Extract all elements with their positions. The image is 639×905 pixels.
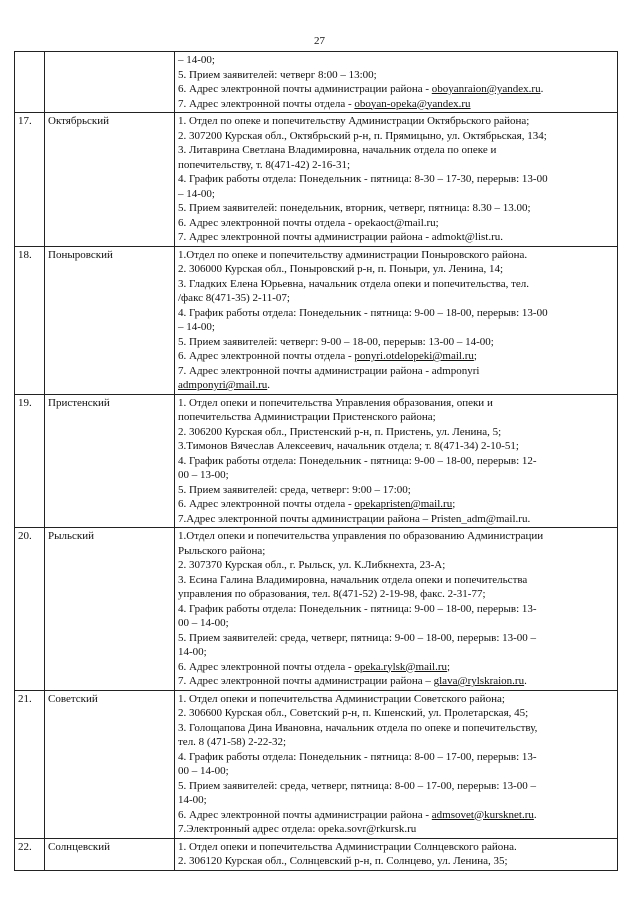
detail-line: [178, 97, 614, 112]
department-details: [175, 690, 618, 838]
detail-text: 7.Электронный адрес отдела: opeka.sovr@rkursk.ru: [178, 823, 417, 835]
detail-line: [178, 512, 614, 527]
table-row: [15, 838, 618, 870]
detail-punctuation: .: [533, 808, 537, 821]
district-name: Поныровский: [45, 246, 175, 394]
detail-line: [178, 706, 614, 721]
detail-line: [178, 674, 614, 689]
detail-line: [178, 364, 614, 379]
row-number: 19.: [15, 394, 45, 528]
detail-text: 14-00;: [178, 646, 207, 658]
detail-line: [178, 454, 614, 469]
table-body: [15, 52, 618, 871]
detail-text: 3. Голощапова Дина Ивановна, начальник отдела по опеке и попечительству,: [178, 721, 538, 734]
detail-line: [178, 587, 614, 602]
detail-punctuation: ;: [473, 350, 477, 362]
detail-line: [178, 349, 614, 364]
detail-text: 3. Есина Галина Владимировна, начальник отдела опеки и попечительства: [178, 573, 528, 586]
row-number: [15, 52, 45, 113]
detail-line: [178, 129, 614, 144]
detail-line: [178, 529, 614, 544]
detail-line: [178, 468, 614, 483]
detail-text: 4. График работы отдела: Понедельник - пятница: 8-00 – 17-00, перерыв: 13-: [178, 750, 537, 763]
detail-text: 1.Отдел опеки и попечительства управления по образованию Администрации: [178, 530, 544, 542]
detail-line: [178, 158, 614, 173]
department-details: [175, 52, 618, 113]
detail-text: 00 – 14-00;: [178, 765, 229, 777]
detail-line: [178, 645, 614, 660]
detail-line: [178, 230, 614, 245]
detail-text: – 14-00;: [178, 187, 215, 200]
detail-line: [178, 201, 614, 216]
detail-line: [178, 410, 614, 425]
detail-text: 2. 306120 Курская обл., Солнцевский р-н, п. Солнцево, ул. Ленина, 35;: [178, 855, 508, 867]
detail-text: 5. Прием заявителей: четверг: 9-00 – 18-00, перерыв: 13-00 – 14-00;: [178, 335, 494, 348]
detail-text: 2. 306200 Курская обл., Пристенский р-н, п. Пристень, ул. Ленина, 5;: [178, 425, 502, 438]
detail-text: 3. Литаврина Светлана Владимировна, начальник отдела по опеке и: [178, 144, 497, 156]
detail-text: 7. Адрес электронной почты отдела -: [178, 97, 355, 110]
district-name: Октябрьский: [45, 113, 175, 247]
district-name: Солнцевский: [45, 838, 175, 870]
detail-text: – 14-00;: [178, 321, 215, 333]
detail-line: [178, 82, 614, 97]
detail-line: [178, 483, 614, 498]
email-link[interactable]: oboyanraion@yandex.ru: [431, 83, 541, 95]
detail-text: 1. Отдел опеки и попечительства Администрации Советского района;: [178, 692, 505, 705]
detail-line: [178, 631, 614, 646]
detail-text: 1.Отдел по опеке и попечительству администрации Поныровского района.: [178, 248, 528, 261]
detail-text: 3. Гладких Елена Юрьевна, начальник отдела опеки и попечительства, тел.: [178, 277, 530, 290]
detail-line: [178, 439, 614, 454]
detail-text: 1. Отдел опеки и попечительства Управления образования, опеки и: [178, 396, 493, 409]
detail-line: [178, 291, 614, 306]
detail-line: [178, 558, 614, 573]
row-number: 17.: [15, 113, 45, 247]
detail-text: 2. 307200 Курская обл., Октябрьский р-н, п. Прямицыно, ул. Октябрьская, 134;: [178, 129, 547, 142]
detail-line: [178, 692, 614, 707]
detail-text: 1. Отдел опеки и попечительства Администрации Солнцевского района.: [178, 840, 517, 853]
detail-line: [178, 187, 614, 202]
detail-line: [178, 320, 614, 335]
detail-text: 6. Адрес электронной почты отдела -: [178, 498, 355, 510]
detail-text: 6. Адрес электронной почты отдела -: [178, 660, 355, 673]
detail-text: 3.Тимонов Вячеслав Алексеевич, начальник отдела; т. 8(471-34) 2-10-51;: [178, 440, 519, 452]
email-link[interactable]: admsovet@kursknet.ru: [431, 808, 534, 821]
detail-text: 4. График работы отдела: Понедельник - пятница: 9-00 – 18-00, перерыв: 12-: [178, 454, 537, 467]
table-row: [15, 113, 618, 247]
guardianship-departments-table: [14, 51, 618, 871]
detail-line: [178, 660, 614, 675]
detail-punctuation: .: [267, 379, 271, 391]
detail-text: управления по образования, тел. 8(471-52) 2-19-98, факс. 2-31-77;: [178, 588, 486, 600]
detail-text: 4. График работы отдела: Понедельник - пятница: 9-00 – 18-00, перерыв: 13-00: [178, 306, 548, 319]
detail-line: [178, 721, 614, 736]
table-row: [15, 52, 618, 113]
detail-text: /факс 8(471-35) 2-11-07;: [178, 292, 290, 304]
detail-line: [178, 335, 614, 350]
page-number: 27: [314, 35, 325, 47]
detail-line: [178, 544, 614, 559]
email-link[interactable]: oboyan-opeka@yandex.ru: [354, 97, 471, 110]
district-name: Советский: [45, 690, 175, 838]
department-details: [175, 113, 618, 247]
row-number: 21.: [15, 690, 45, 838]
detail-text: 7. Адрес электронной почты администрации района - admokt@list.ru.: [178, 231, 504, 243]
detail-line: [178, 396, 614, 411]
detail-text: 1. Отдел по опеке и попечительству Администрации Октябрьского района;: [178, 115, 530, 127]
detail-punctuation: .: [524, 675, 527, 687]
department-details: [175, 838, 618, 870]
detail-line: [178, 378, 614, 393]
detail-line: [178, 53, 614, 68]
detail-text: 2. 307370 Курская обл., г. Рыльск, ул. К.Либкнехта, 23-А;: [178, 559, 446, 571]
detail-text: тел. 8 (471-58) 2-22-32;: [178, 736, 287, 748]
detail-line: [178, 854, 614, 869]
email-link[interactable]: ponyri.otdelopeki@mail.ru: [354, 350, 474, 362]
detail-line: [178, 248, 614, 263]
detail-line: [178, 840, 614, 855]
detail-text: 7.Адрес электронной почты администрации района – Pristen_adm@mail.ru.: [178, 512, 531, 525]
detail-text: 00 – 13-00;: [178, 469, 229, 481]
detail-text: 2. 306000 Курская обл., Поныровский р-н, п. Поныри, ул. Ленина, 14;: [178, 263, 504, 275]
detail-line: [178, 573, 614, 588]
detail-text: 2. 306600 Курская обл., Советский р-н, п. Кшенский, ул. Пролетарская, 45;: [178, 707, 529, 719]
detail-text: 14-00;: [178, 794, 207, 806]
detail-text: 6. Адрес электронной почты администрации района -: [178, 808, 432, 821]
detail-line: [178, 764, 614, 779]
email-link[interactable]: opeka.rylsk@mail.ru: [354, 660, 447, 673]
detail-line: [178, 306, 614, 321]
detail-text: 7. Адрес электронной почты администрации района –: [178, 675, 434, 687]
detail-line: [178, 172, 614, 187]
detail-punctuation: ;: [447, 660, 451, 673]
department-details: [175, 528, 618, 691]
department-details: [175, 394, 618, 528]
table-row: [15, 394, 618, 528]
department-details: [175, 246, 618, 394]
district-name: Рыльский: [45, 528, 175, 691]
table-row: [15, 528, 618, 691]
row-number: 18.: [15, 246, 45, 394]
detail-punctuation: .: [540, 83, 544, 95]
detail-text: попечительства Администрации Пристенского района;: [178, 411, 436, 423]
detail-text: 5. Прием заявителей: среда, четверг, пятница: 8-00 – 17-00, перерыв: 13-00 –: [178, 779, 537, 792]
detail-line: [178, 262, 614, 277]
detail-punctuation: ;: [452, 498, 456, 510]
detail-line: [178, 497, 614, 512]
detail-line: [178, 808, 614, 823]
detail-text: 5. Прием заявителей: четверг 8:00 – 13:00;: [178, 68, 377, 81]
detail-text: 4. График работы отдела: Понедельник - пятница: 9-00 – 18-00, перерыв: 13-: [178, 602, 537, 615]
table-row: [15, 690, 618, 838]
detail-line: [178, 143, 614, 158]
district-name: [45, 52, 175, 113]
detail-line: [178, 779, 614, 794]
detail-text: Рыльского района;: [178, 544, 266, 557]
detail-line: [178, 68, 614, 83]
detail-text: 4. График работы отдела: Понедельник - пятница: 8-30 – 17-30, перерыв: 13-00: [178, 173, 548, 185]
detail-line: [178, 616, 614, 631]
detail-text: 00 – 14-00;: [178, 617, 229, 629]
detail-text: 5. Прием заявителей: среда, четверг, пятница: 9-00 – 18-00, перерыв: 13-00 –: [178, 631, 537, 644]
detail-line: [178, 425, 614, 440]
detail-line: [178, 602, 614, 617]
detail-line: [178, 735, 614, 750]
detail-text: 6. Адрес электронной почты отдела - opekaoct@mail.ru;: [178, 216, 439, 229]
detail-line: [178, 793, 614, 808]
detail-line: [178, 750, 614, 765]
district-name: Пристенский: [45, 394, 175, 528]
detail-text: 6. Адрес электронной почты администрации района -: [178, 83, 432, 95]
detail-text: 5. Прием заявителей: понедельник, вторник, четверг, пятница: 8.30 – 13.00;: [178, 202, 531, 214]
detail-line: [178, 114, 614, 129]
detail-line: [178, 216, 614, 231]
row-number: 22.: [15, 838, 45, 870]
detail-text: 6. Адрес электронной почты отдела -: [178, 350, 355, 362]
detail-line: [178, 277, 614, 292]
row-number: 20.: [15, 528, 45, 691]
detail-text: 7. Адрес электронной почты администрации района - admponyri: [178, 364, 480, 377]
detail-text: – 14-00;: [178, 54, 215, 66]
email-link[interactable]: opekapristen@mail.ru: [354, 498, 453, 510]
detail-text: 5. Прием заявителей: среда, четверг: 9:00 – 17:00;: [178, 483, 411, 496]
detail-text: попечительству, т. 8(471-42) 2-16-31;: [178, 158, 351, 171]
email-link[interactable]: glava@rylskraion.ru: [433, 675, 525, 687]
detail-line: [178, 822, 614, 837]
email-link[interactable]: admponyri@mail.ru: [178, 379, 268, 391]
table-row: [15, 246, 618, 394]
